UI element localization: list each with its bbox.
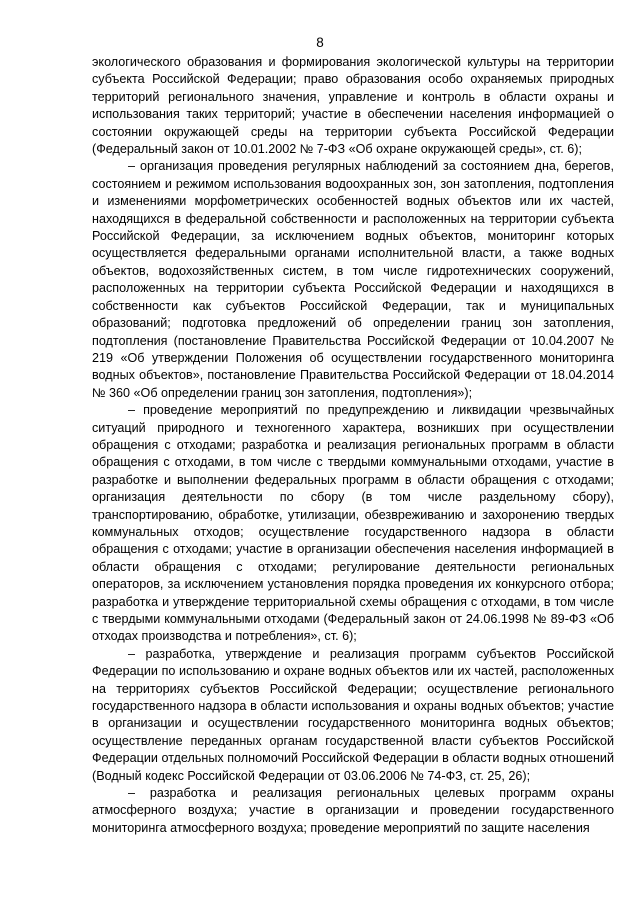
document-body <box>92 54 614 837</box>
paragraph-air-protection: – разработка и реализация региональных целевых программ охраны атмосферного воздуха; участие в организации и проведении государственного мониторинга атмосферного воздуха; проведение мероприятий по защите населения <box>92 786 614 835</box>
paragraph-waste-management: – проведение мероприятий по предупреждению и ликвидации чрезвычайных ситуаций природного и техногенного характера, возникших при осуществлении обращения с отходами; разработка и реализация региональных программ в области обращения с отходами, в том числе с твердыми коммунальными отходами, участие в разработке и выполнении федеральных программ в области обращения с отходами; организация деятельности по сбору (в том числе раздельному сбору), транспортированию, обработке, утилизации, обезвреживанию и захоронению твердых коммунальных отходов; осуществление государственного надзора в области обращения с отходами; участие в организации обеспечения населения информацией в области обращения с отходами; регулирование деятельности региональных операторов, за исключением установления порядка проведения их конкурсного отбора; разработка и утверждение территориальной схемы обращения с отходами, в том числе с твердыми коммунальными отходами (Федеральный закон от 24.06.1998 № 89-ФЗ «Об отходах производства и потребления», ст. 6); <box>92 403 614 644</box>
paragraph-water-monitoring: – организация проведения регулярных наблюдений за состоянием дна, берегов, состоянием и режимом использования водоохранных зон, зон затопления, подтопления и изменениями морфометрических особенностей водных объектов или их частей, находящихся в федеральной собственности и расположенных на территории субъекта Российской Федерации, за исключением водных объектов, мониторинг которых осуществляется федеральными органами исполнительной власти, а также водных объектов, водохозяйственных систем, в том числе гидротехнических сооружений, расположенных на территории субъекта Российской Федерации и находящихся в собственности как субъектов Российской Федерации, так и муниципальных образований; подготовка предложений об определении границ зон затопления, подтопления (постановление Правительства Российской Федерации от 10.04.2007 № 219 «Об утверждении Положения об осуществлении государственного мониторинга водных объектов», постановление Правительства Российской Федерации от 18.04.2014 № 360 «Об определении границ зон затопления, подтопления»); <box>92 159 614 400</box>
paragraph-environmental-education: экологического образования и формирования экологической культуры на территории субъекта Российской Федерации; право образования особо охраняемых природных территорий регионального значения, управление и контроль в области охраны и использования таких территорий; участие в обеспечении населения информацией о состоянии окружающей среды на территории субъекта Российской Федерации (Федеральный закон от 10.01.2002 № 7-ФЗ «Об охране окружающей среды», ст. 6); <box>92 55 614 157</box>
page-number: 8 <box>316 35 324 50</box>
paragraph-water-programs: – разработка, утверждение и реализация программ субъектов Российской Федерации по использованию и охране водных объектов или их частей, расположенных на территориях субъектов Российской Федерации; осуществление регионального государственного надзора в области использования и охраны водных объектов; участие в организации и осуществлении государственного мониторинга водных объектов; осуществление переданных органам государственной власти субъектов Российской Федерации отдельных полномочий Российской Федерации в области водных отношений (Водный кодекс Российской Федерации от 03.06.2006 № 74-ФЗ, ст. 25, 26); <box>92 646 614 783</box>
